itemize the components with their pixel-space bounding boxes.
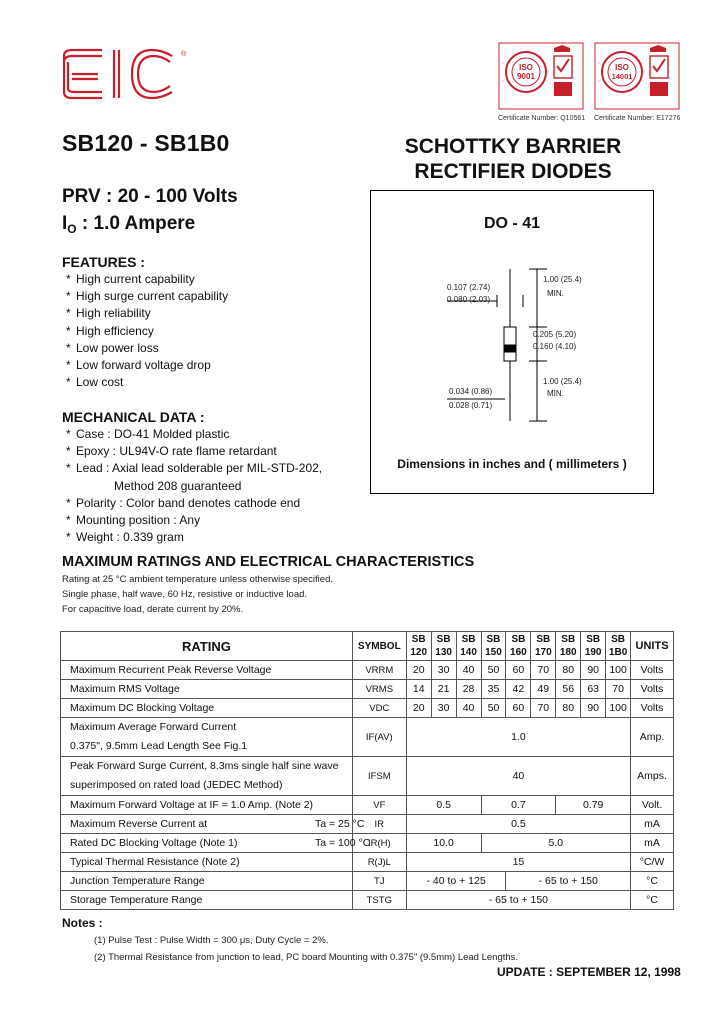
note-item: (1) Pulse Test : Pulse Width = 300 μs, Duty Cycle = 2%. xyxy=(94,935,329,946)
list-item: * Mounting position : Any xyxy=(66,513,201,528)
list-item: * High efficiency xyxy=(66,323,154,338)
dim-lead-dia-min: 0.080 (2.03) xyxy=(447,295,491,304)
table-row: Peak Forward Surge Current, 8.3ms single half sine wave superimposed on rated load (JEDEC Method) IFSM 40 Amps. xyxy=(61,757,674,796)
table-row: Storage Temperature Range TSTG - 65 to + 150 °C xyxy=(61,891,674,910)
dim-bottom-min: MIN. xyxy=(547,389,564,398)
list-item: * Low cost xyxy=(66,375,124,390)
dim-bottom-length: 1.00 (25.4) xyxy=(543,377,582,386)
table-row: Junction Temperature Range TJ - 40 to + 125 - 65 to + 150 °C xyxy=(61,872,674,891)
dim-body-min: 0.160 (4.10) xyxy=(533,342,577,351)
dim-body-max: 0.205 (5.20) xyxy=(533,330,577,339)
registered-mark: ® xyxy=(181,51,187,58)
dim-lead-dia-max: 0.107 (2.74) xyxy=(447,283,491,292)
package-name: DO - 41 xyxy=(483,215,540,232)
note-item: (2) Thermal Resistance from junction to lead, PC board Mounting with 0.375" (9.5mm) Lead Lengths. xyxy=(94,952,519,963)
prv-spec: PRV : 20 - 100 Volts xyxy=(62,186,238,207)
update-date: UPDATE : SEPTEMBER 12, 1998 xyxy=(497,965,681,979)
table-row: Maximum RMS Voltage VRMS 14 21 28 35 42 49 56 63 70 Volts xyxy=(61,680,674,699)
condition-line: For capacitive load, derate current by 20%. xyxy=(62,604,244,615)
features-list xyxy=(62,271,228,391)
iso-9001-badge xyxy=(498,42,584,122)
mechanical-list xyxy=(62,426,322,546)
table-row: Maximum Average Forward Current 0.375", 9.5mm Lead Length See Fig.1 IF(AV) 1.0 Amp. xyxy=(61,718,674,757)
dimensions-caption: Dimensions in inches and ( millimeters ) xyxy=(397,457,627,471)
table-row: Rated DC Blocking Voltage (Note 1) Ta = 100 °C IR(H) 10.0 5.0 mA xyxy=(61,834,674,853)
list-item: * Low forward voltage drop xyxy=(66,358,211,373)
dim-top-length: 1.00 (25.4) xyxy=(543,275,582,284)
list-item: * High current capability xyxy=(66,272,195,286)
io-spec: $I_O$ : 1.0 Ampere xyxy=(62,213,196,236)
mechanical-heading: MECHANICAL DATA : xyxy=(62,409,205,425)
list-item: * Weight : 0.339 gram xyxy=(66,530,184,545)
list-item: * High reliability xyxy=(66,306,151,321)
table-header-row: RATING SYMBOL SB 120 SB 130 SB 140 SB 150 SB 160 SB 170 SB 180 SB 190 SB 1B0 UNITS xyxy=(61,632,674,661)
svg-text:14001: 14001 xyxy=(611,72,633,81)
part-range-title: SB120 - SB1B0 xyxy=(62,130,230,156)
list-item: * Polarity : Color band denotes cathode end xyxy=(66,495,301,510)
table-row: Typical Thermal Resistance (Note 2) R(J)L 15 °C/W xyxy=(61,853,674,872)
dim-wire-dia-max: 0.034 (0.86) xyxy=(449,387,493,396)
ratings-title: MAXIMUM RATINGS AND ELECTRICAL CHARACTERISTICS xyxy=(62,554,475,570)
condition-line: Rating at 25 °C ambient temperature unless otherwise specified. xyxy=(62,574,333,585)
list-item: * Case : DO-41 Molded plastic xyxy=(66,427,230,441)
table-row: Maximum DC Blocking Voltage VDC 20 30 40 50 60 70 80 90 100 Volts xyxy=(61,699,674,718)
svg-text:9001: 9001 xyxy=(517,72,535,81)
diode-outline-drawing xyxy=(371,191,653,493)
package-drawing-box xyxy=(370,190,654,494)
list-item: * Epoxy : UL94V-O rate flame retardant xyxy=(66,444,277,459)
table-row: Maximum Reverse Current at Ta = 25 °C IR 0.5 mA xyxy=(61,815,674,834)
eic-logo xyxy=(62,48,192,100)
list-item: * Low power loss xyxy=(66,340,159,355)
features-heading: FEATURES : xyxy=(62,254,145,270)
condition-line: Single phase, half wave, 60 Hz, resistive or inductive load. xyxy=(62,589,308,600)
cert-number-14001: Certificate Number: E17276 xyxy=(594,115,681,122)
svg-text:ISO: ISO xyxy=(615,63,629,72)
notes-heading: Notes : xyxy=(62,916,103,930)
dim-wire-dia-min: 0.028 (0.71) xyxy=(449,401,493,410)
iso-14001-badge xyxy=(594,42,680,122)
dim-top-min: MIN. xyxy=(547,289,564,298)
list-item: * High surge current capability xyxy=(66,289,229,304)
list-item: * Lead : Axial lead solderable per MIL-STD-202, xyxy=(66,461,323,476)
ratings-table xyxy=(60,631,674,910)
table-row: Maximum Forward Voltage at IF = 1.0 Amp. (Note 2) VF 0.5 0.7 0.79 Volt. xyxy=(61,796,674,815)
cert-number-9001: Certificate Number: Q10561 xyxy=(498,115,586,122)
device-type-title: SCHOTTKY BARRIER RECTIFIER DIODES xyxy=(404,135,622,183)
iso-9001-label: ISO xyxy=(519,63,533,72)
table-row: Maximum Recurrent Peak Reverse Voltage VRRM 20 30 40 50 60 70 80 90 100 Volts xyxy=(61,661,674,680)
list-item: Method 208 guaranteed xyxy=(114,478,242,493)
